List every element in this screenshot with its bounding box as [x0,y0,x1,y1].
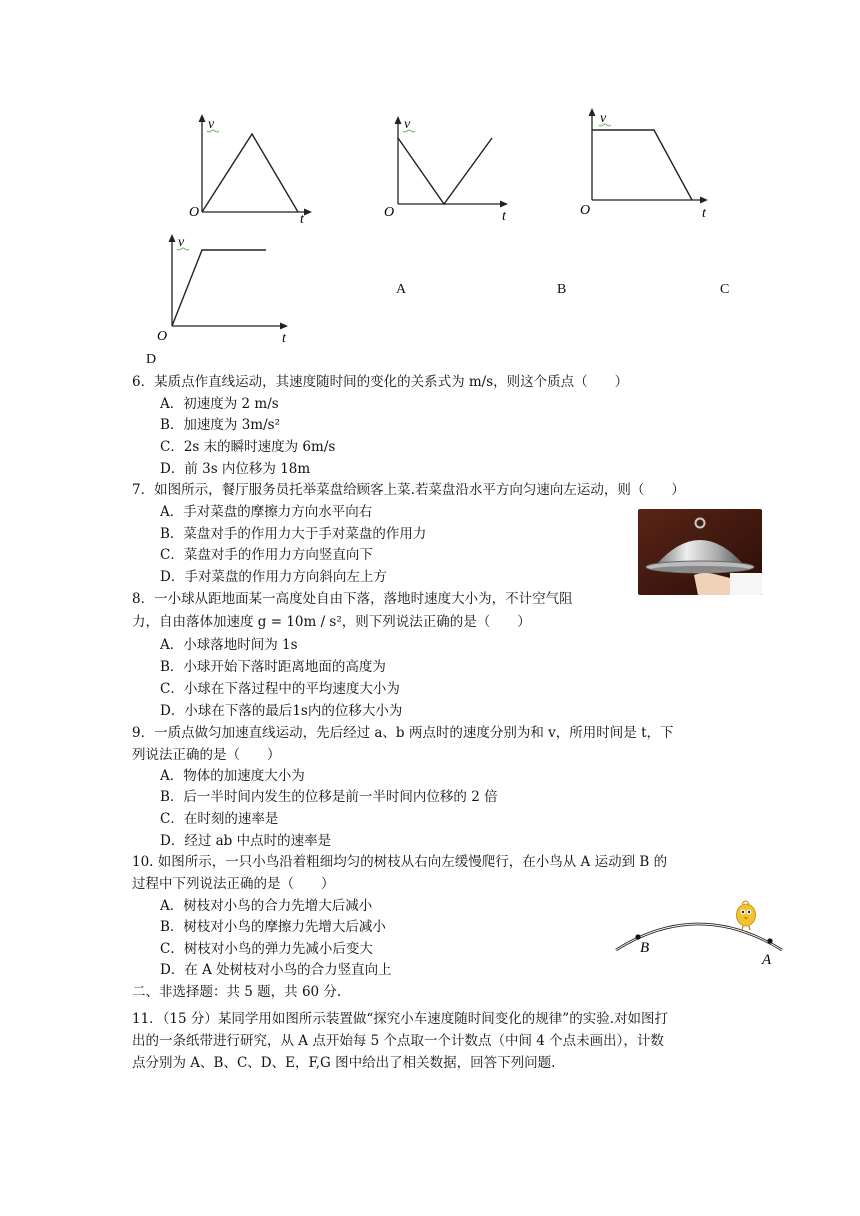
q11-line3: 点分别为 A、B、C、D、E，F,G 图中给出了相关数据，回答下列问题. [132,1055,556,1071]
q10-option-a: A．树枝对小鸟的合力先增大后减小 [160,898,373,914]
q8-option-d: D．小球在下落的最后1s内的位移大小为 [160,703,403,719]
q6-option-c: C．2s 末的瞬时速度为 6m/s [160,439,336,455]
q8-stem-line1: 8．一小球从距地面某一高度处自由下落，落地时速度大小为，不计空气阻 [132,591,573,607]
q8-option-a: A．小球落地时间为 1s [160,637,298,653]
q11-line2: 出的一条纸带进行研究，从 A 点开始每 5 个点取一个计数点（中间 4 个点未画出），计数 [132,1033,664,1049]
axis-t-label: t [282,331,286,346]
axis-t-label: t [502,209,506,224]
bird-icon [737,901,756,930]
graph-label-d: D [146,352,157,367]
vt-graph-ramp [154,230,294,346]
q10-option-c: C．树枝对小鸟的弹力先减小后变大 [160,941,373,957]
origin-label: O [580,203,591,218]
vt-graph-trapezoid [578,104,718,220]
axis-v-label: v [178,235,185,250]
origin-label: O [189,205,200,220]
graph-label-b: B [557,282,567,297]
q9-option-b: B．后一半时间内发生的位移是前一半时间内位移的 2 倍 [160,789,498,805]
q8-option-c: C．小球在下落过程中的平均速度大小为 [160,681,400,697]
graph-label-c: C [720,282,730,297]
waiter-tray-photo [638,509,762,595]
q10-option-d: D．在 A 处树枝对小鸟的合力竖直向上 [160,962,392,978]
q6-option-a: A．初速度为 2 m/s [160,396,279,412]
origin-label: O [384,205,395,220]
axis-v-label: v [404,117,411,132]
q9-stem-line1: 9．一质点做匀加速直线运动，先后经过 a、b 两点时的速度分别为和 v，所用时间是 t，下 [132,725,674,741]
point-b-label: B [640,940,650,956]
q10-stem-line1: 10. 如图所示，一只小鸟沿着粗细均匀的树枝从右向左缓慢爬行，在小鸟从 A 运动到 B 的 [132,854,668,870]
q7-stem: 7．如图所示，餐厅服务员托举菜盘给顾客上菜.若菜盘沿水平方向匀速向左运动，则（ ） [132,482,685,498]
axis-t-label: t [300,212,304,224]
q8-option-b: B．小球开始下落时距离地面的高度为 [160,659,386,675]
q9-stem-line2: 列说法正确的是（ ） [132,747,281,763]
q6-stem: 6．某质点作直线运动，其速度随时间的变化的关系式为 m/s，则这个质点（ ） [132,374,629,390]
q9-option-a: A．物体的加速度大小为 [160,768,305,784]
axis-v-label: v [208,117,215,132]
axis-t-label: t [702,206,706,220]
q10-option-b: B．树枝对小鸟的摩擦力先增大后减小 [160,919,386,935]
vt-graph-v-shape [382,112,512,224]
q7-option-d: D．手对菜盘的作用力方向斜向左上方 [160,569,387,585]
q10-stem-line2: 过程中下列说法正确的是（ ） [132,876,335,892]
section-heading: 二、非选择题：共 5 题，共 60 分. [132,984,342,1000]
q6-option-d: D．前 3s 内位移为 18m [160,461,311,477]
point-a-label: A [762,952,772,968]
q9-option-c: C．在时刻的速率是 [160,811,279,827]
q7-option-a: A．手对菜盘的摩擦力方向水平向右 [160,504,373,520]
q11-line1: 11．（15 分）某同学用如图所示装置做“探究小车速度随时间变化的规律”的实验.对如图打 [132,1011,668,1027]
q8-stem-line2: 力，自由落体加速度 g = 10m / s²，则下列说法正确的是（ ） [132,614,531,630]
axis-v-label: v [600,111,607,126]
q9-option-d: D．经过 ab 中点时的速率是 [160,833,332,849]
bird-branch-diagram [612,896,788,972]
q6-option-b: B．加速度为 3m/s² [160,417,280,433]
q7-option-b: B．菜盘对手的作用力大于手对菜盘的作用力 [160,526,427,542]
vt-graph-triangle [188,112,316,224]
graph-label-a: A [396,282,407,297]
origin-label: O [157,329,168,344]
q7-option-c: C．菜盘对手的作用力方向竖直向下 [160,547,373,563]
